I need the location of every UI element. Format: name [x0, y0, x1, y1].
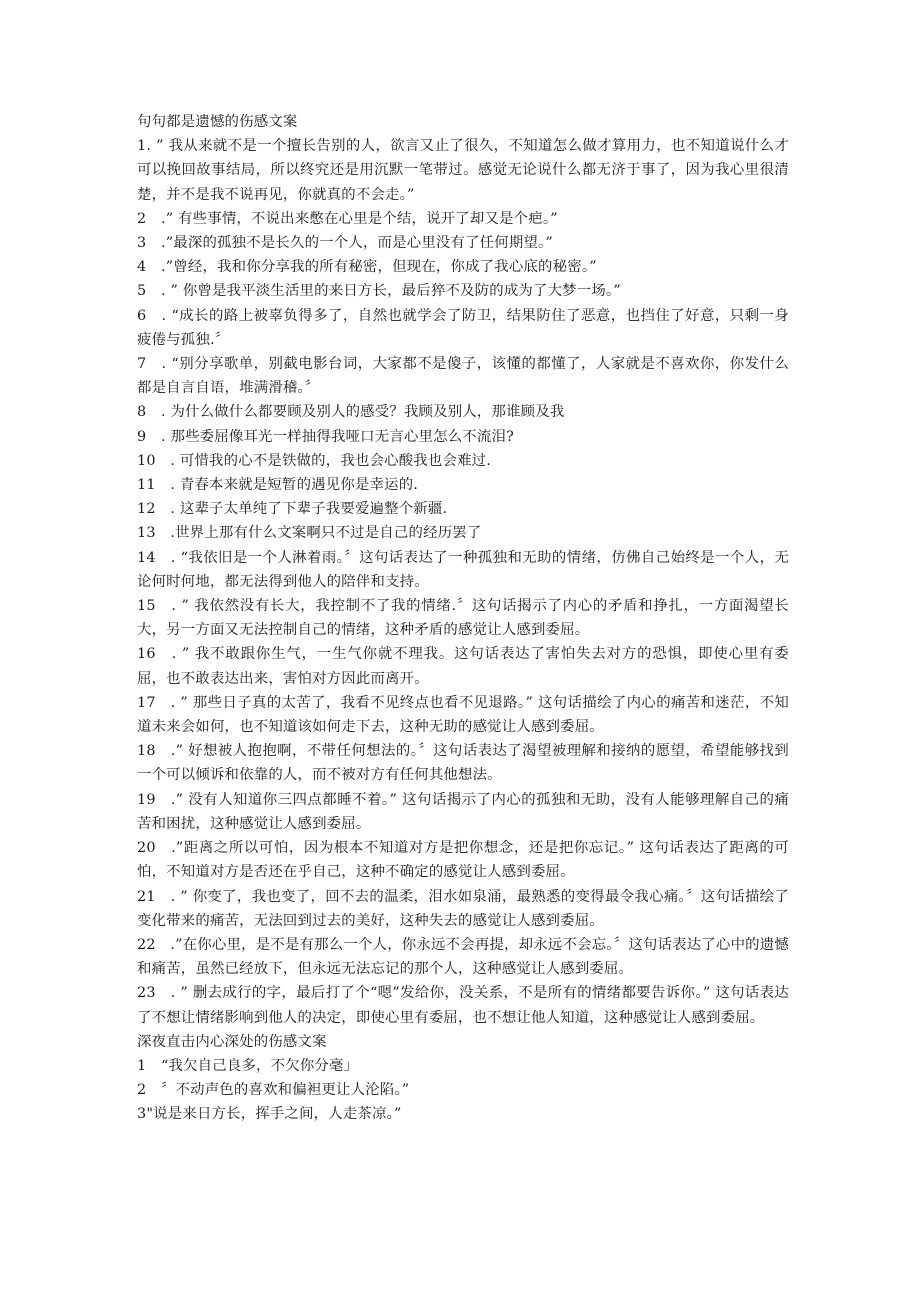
list-item: 8 . 为什么做什么都要顾及别人的感受？我顾及别人，那谁顾及我 — [137, 404, 565, 421]
list-item: 18 .” 好想被人抱抱啊，不带任何想法的。〞这句话表达了渴望被理解和接纳的愿望，希望能够找到一个可以倾诉和依靠的人，而不被对方有任何其他想法。 — [137, 743, 789, 784]
list-item: 14 . “我依旧是一个人淋着雨。〞这句话表达了一种孤独和无助的情绪，仿佛自己始终是一个人，无论何时何地，都无法得到他人的陪伴和支持。 — [137, 549, 789, 590]
list-item: 10 . 可惜我的心不是铁做的，我也会心酸我也会难过. — [137, 452, 492, 469]
document-body — [137, 110, 789, 1127]
list-item: 4 .”曾经，我和你分享我的所有秘密，但现在，你成了我心底的秘密。” — [137, 259, 597, 276]
list-item: 6 . “成长的路上被辜负得多了，自然也就学会了防卫，结果防住了恶意，也挡住了好意，只剩一身疲倦与孤独.〞 — [137, 307, 789, 348]
list-item: 9 . 那些委屈像耳光一样抽得我哑口无言心里怎么不流泪? — [137, 428, 514, 445]
list-item: 2 〞不动声色的喜欢和偏袒更让人沦陷。” — [137, 1082, 410, 1099]
section-title: 深夜直击内心深处的伤感文案 — [137, 1033, 327, 1050]
list-item: 16 . ” 我不敢跟你生气，一生气你就不理我。这句话表达了害怕失去对方的恐惧，即使心里有委屈，也不敢表达出来，害怕对方因此而离开。 — [137, 646, 789, 687]
list-item: 1. ” 我从来就不是一个擅长告别的人，欲言又止了很久，不知道怎么做才算用力，也不知道说什么才可以挽回故事结局，所以终究还是用沉默一笔带过。感觉无论说什么都无济于事了，因为我心里很清楚，并不是我不说再见，你就真的不会走。” — [137, 138, 789, 203]
list-item: 21 . ” 你变了，我也变了，回不去的温柔，泪水如泉涌，最熟悉的变得最令我心痛。〞这句话描绘了变化带来的痛苦，无法回到过去的美好，这种失去的感觉让人感到委屈。 — [137, 888, 789, 929]
list-item: 19 .” 没有人知道你三四点都睡不着。” 这句话揭示了内心的孤独和无助，没有人能够理解自己的痛苦和困扰，这种感觉让人感到委屈。 — [137, 791, 789, 832]
list-item: 20 .”距离之所以可怕，因为根本不知道对方是把你想念，还是把你忘记。” 这句话表达了距离的可怕，不知道对方是否还在乎自己，这种不确定的感觉让人感到委屈。 — [137, 840, 789, 881]
list-item: 17 . ” 那些日子真的太苦了，我看不见终点也看不见退路。” 这句话描绘了内心的痛苦和迷茫，不知道未来会如何，也不知道该如何走下去，这种无助的感觉让人感到委屈。 — [137, 694, 789, 736]
list-item: 2 .” 有些事情，不说出来憋在心里是个结，说开了却又是个疤。” — [137, 210, 558, 227]
list-item: 3"说是来日方长，挥手之间，人走茶凉。” — [137, 1106, 402, 1123]
list-item: 12 . 这辈子太单纯了下辈子我要爱遍整个新疆. — [137, 501, 448, 518]
list-item: 11 . 青春本来就是短暂的遇见你是幸运的. — [137, 477, 419, 494]
list-item: 7 . “别分享歌单，别截电影台词，大家都不是傻子，该懂的都懂了，人家就是不喜欢你，你发什么都是自言自语，堆满滑稽。〞 — [137, 356, 789, 397]
list-item: 13 .世界上那有什么文案啊只不过是自己的经历罢了 — [137, 525, 482, 542]
list-item: 22 .”在你心里，是不是有那么一个人，你永远不会再提，却永远不会忘。〞这句话表达了心中的遗憾和痛苦，虽然已经放下，但永远无法忘记的那个人，这种感觉让人感到委屈。 — [137, 936, 789, 978]
list-item: 5 . ” 你曾是我平淡生活里的来日方长，最后猝不及防的成为了大梦一场。” — [137, 283, 621, 300]
list-item: 15 . ” 我依然没有长大，我控制不了我的情绪.〞这句话揭示了内心的矛盾和挣扎，一方面渴望长大，另一方面又无法控制自己的情绪，这种矛盾的感觉让人感到委屈。 — [137, 598, 789, 639]
section-title: 句句都是遗憾的伤感文案 — [137, 114, 298, 130]
list-item: 23 . ” 删去成行的字，最后打了个“嗯”发给你，没关系，不是所有的情绪都要告诉你。” 这句话表达了不想让情绪影响到他人的决定，即使心里有委屈，也不想让他人知道，这种感觉让人感到委屈。 — [137, 985, 789, 1026]
list-item: 3 .”最深的孤独不是长久的一个人，而是心里没有了任何期望。” — [137, 235, 553, 252]
list-item: 1 “我欠自己良多，不欠你分毫」 — [137, 1057, 359, 1074]
